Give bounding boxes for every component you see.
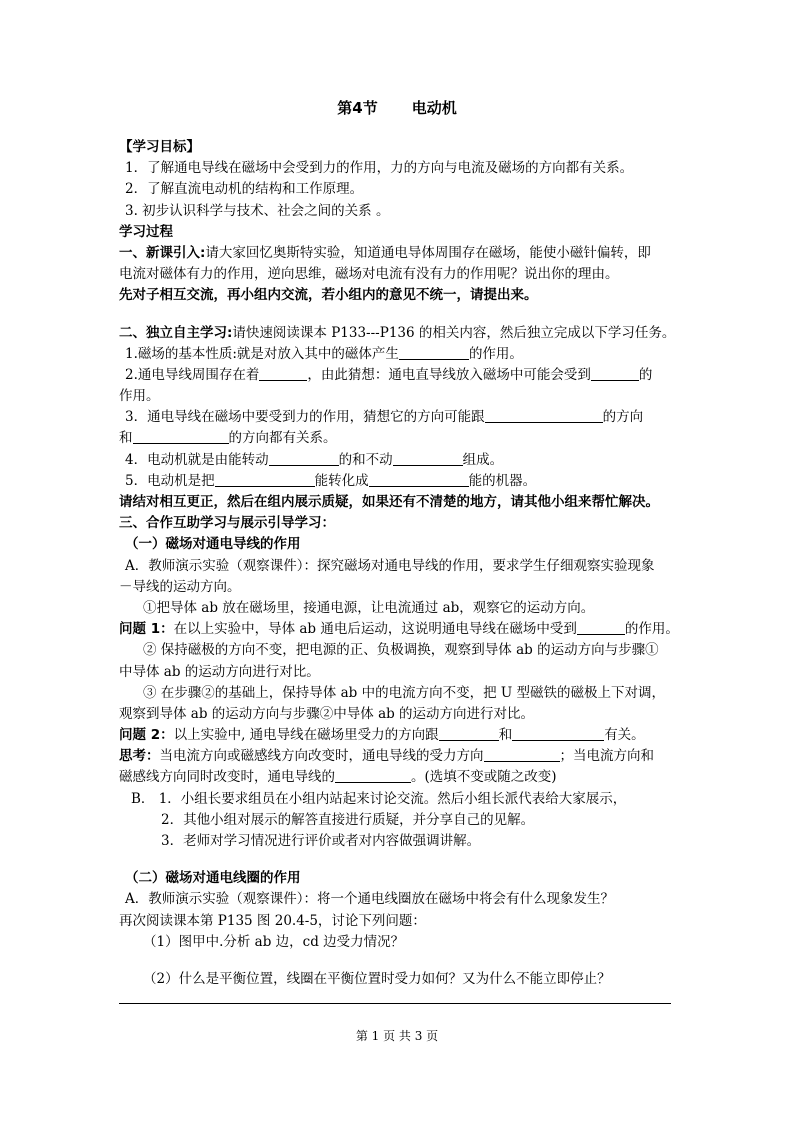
- coop-b-line: 2．其他小组对展示的解答直接进行质疑，并分享自己的见解。: [161, 811, 535, 828]
- step-3: ③ 在步骤②的基础上，保持导体 ab 中的电流方向不变，把 U 型磁铁的磁极上下对调，: [143, 684, 666, 701]
- think-label: 思考：: [119, 748, 160, 765]
- self-study-instruction: 请结对相互更正，然后在组内展示质疑，如果还有不清楚的地方，请其他小组来帮忙解决。: [119, 494, 659, 510]
- section-name: 电动机: [411, 99, 457, 117]
- discussion-question-1: （1）图甲中.分析 ab 边，cd 边受力情况？: [143, 933, 405, 950]
- problem-1: 问题 1：在以上实验中，导体 ab 通电后运动，这说明通电导线在磁场中受到 的作用。: [119, 621, 679, 638]
- answer-blank[interactable]: [393, 451, 463, 466]
- intro-label: 一、新课引入:: [119, 244, 206, 261]
- question-5: 5．电动机是把 能转化成 能的机器。: [125, 472, 537, 489]
- goal-item: 1．了解通电导线在磁场中会受到力的作用，力的方向与电流及磁场的方向都有关系。: [125, 160, 634, 177]
- question-3: 3．通电导线在磁场中要受到力的作用，猜想它的方向可能跟 的方向: [125, 409, 644, 426]
- step-1: ①把导体 ab 放在磁场里，接通电源，让电流通过 ab，观察它的运动方向。: [143, 599, 595, 616]
- answer-blank[interactable]: [591, 366, 639, 381]
- document-body: [119, 137, 679, 990]
- step-2: ② 保持磁极的方向不变，把电源的正、负极调换，观察到导体 ab 的运动方向与步骤①: [143, 642, 659, 659]
- problem-2: 问题 2：以上实验中, 通电导线在磁场里受力的方向跟 和 有关。: [119, 727, 645, 744]
- think-line-cont: 磁感线方向同时改变时，通电导线的 。(选填不变或随之改变): [119, 769, 557, 786]
- answer-blank[interactable]: [439, 726, 499, 741]
- question-4: 4．电动机就是由能转动 的和不动 组成。: [125, 451, 504, 468]
- coop-subheading-1: （一）磁场对通电导线的作用: [125, 536, 301, 553]
- page-title: [0, 97, 794, 118]
- answer-blank[interactable]: [335, 768, 411, 783]
- answer-blank[interactable]: [399, 345, 469, 360]
- step-3-cont: 观察到导体 ab 的运动方向与步骤②中导体 ab 的运动方向进行对比。: [119, 705, 535, 722]
- intro-text-cont: 电流对磁体有力的作用，逆向思维，磁场对电流有没有力的作用呢？说出你的理由。: [119, 266, 619, 283]
- goals-heading: 【学习目标】: [119, 139, 200, 155]
- discussion-question-2: （2）什么是平衡位置，线圈在平衡位置时受力如何？又为什么不能立即停止？: [143, 970, 611, 987]
- answer-blank[interactable]: [269, 451, 339, 466]
- coop-c-line: A．教师演示实验（观察课件）：将一个通电线圈放在磁场中将会有什么现象发生？: [125, 891, 614, 908]
- problem-label: 问题 2：: [119, 727, 174, 744]
- answer-blank[interactable]: [369, 472, 469, 487]
- question-1: 1.磁场的基本性质:就是对放入其中的磁体产生 的作用。: [125, 345, 523, 362]
- intro-text: 请大家回忆奥斯特实验，知道通电导体周围存在磁场，能使小磁针偏转，即: [205, 244, 651, 261]
- question-2-cont: 作用。: [119, 388, 160, 405]
- answer-blank[interactable]: [485, 408, 603, 423]
- intro-instruction: 先对子相互交流，再小组内交流，若小组内的意见不统一，请提出来。: [119, 287, 538, 304]
- problem-label: 问题 1：: [119, 621, 174, 638]
- self-study-label: 二、独立自主学习:: [119, 324, 233, 341]
- answer-blank[interactable]: [512, 726, 604, 741]
- footer-divider: [119, 1003, 671, 1004]
- answer-blank[interactable]: [484, 747, 560, 762]
- page-footer: 第 1 页 共 3 页: [355, 1029, 439, 1043]
- answer-blank[interactable]: [577, 620, 625, 635]
- section-number: 第4节: [337, 99, 378, 117]
- goal-item: 3. 初步认识科学与技术、社会之间的关系 。: [125, 202, 390, 219]
- question-3-cont: 和 的方向都有关系。: [119, 430, 337, 447]
- coop-c-line: 再次阅读课本第 P135 图 20.4-5，讨论下列问题：: [119, 912, 426, 929]
- coop-b-line: 3．老师对学习情况进行评价或者对内容做强调讲解。: [161, 833, 481, 849]
- coop-b-line: B． 1．小组长要求组员在小组内站起来讨论交流。然后小组长派代表给大家展示，: [131, 790, 627, 807]
- coop-a-line-cont: －导线的运动方向。: [119, 578, 241, 595]
- answer-blank[interactable]: [259, 366, 307, 381]
- step-2-cont: 中导体 ab 的运动方向进行对比。: [119, 663, 320, 680]
- think-line: 思考：当电流方向或磁感线方向改变时，通电导线的受力方向 ；当电流方向和: [119, 748, 654, 765]
- self-study-text: 请快速阅读课本 P133---P136 的相关内容，然后独立完成以下学习任务。: [232, 324, 676, 341]
- intro-line: [119, 243, 679, 264]
- answer-blank[interactable]: [215, 472, 315, 487]
- coop-subheading-2: （二）磁场对通电线圈的作用: [125, 870, 301, 887]
- coop-heading: 三、合作互助学习与展示引导学习：: [119, 515, 335, 532]
- goal-item: 2．了解直流电动机的结构和工作原理。: [125, 181, 364, 198]
- question-2: 2.通电导线周围存在着 ，由此猜想：通电直导线放入磁场中可能会受到 的: [125, 366, 653, 383]
- self-study-line: [119, 323, 679, 344]
- answer-blank[interactable]: [133, 429, 229, 444]
- coop-a-line: A．教师演示实验（观察课件）：探究磁场对通电导线的作用，要求学生仔细观察实验现象: [125, 557, 655, 574]
- process-heading: 学习过程: [119, 223, 173, 240]
